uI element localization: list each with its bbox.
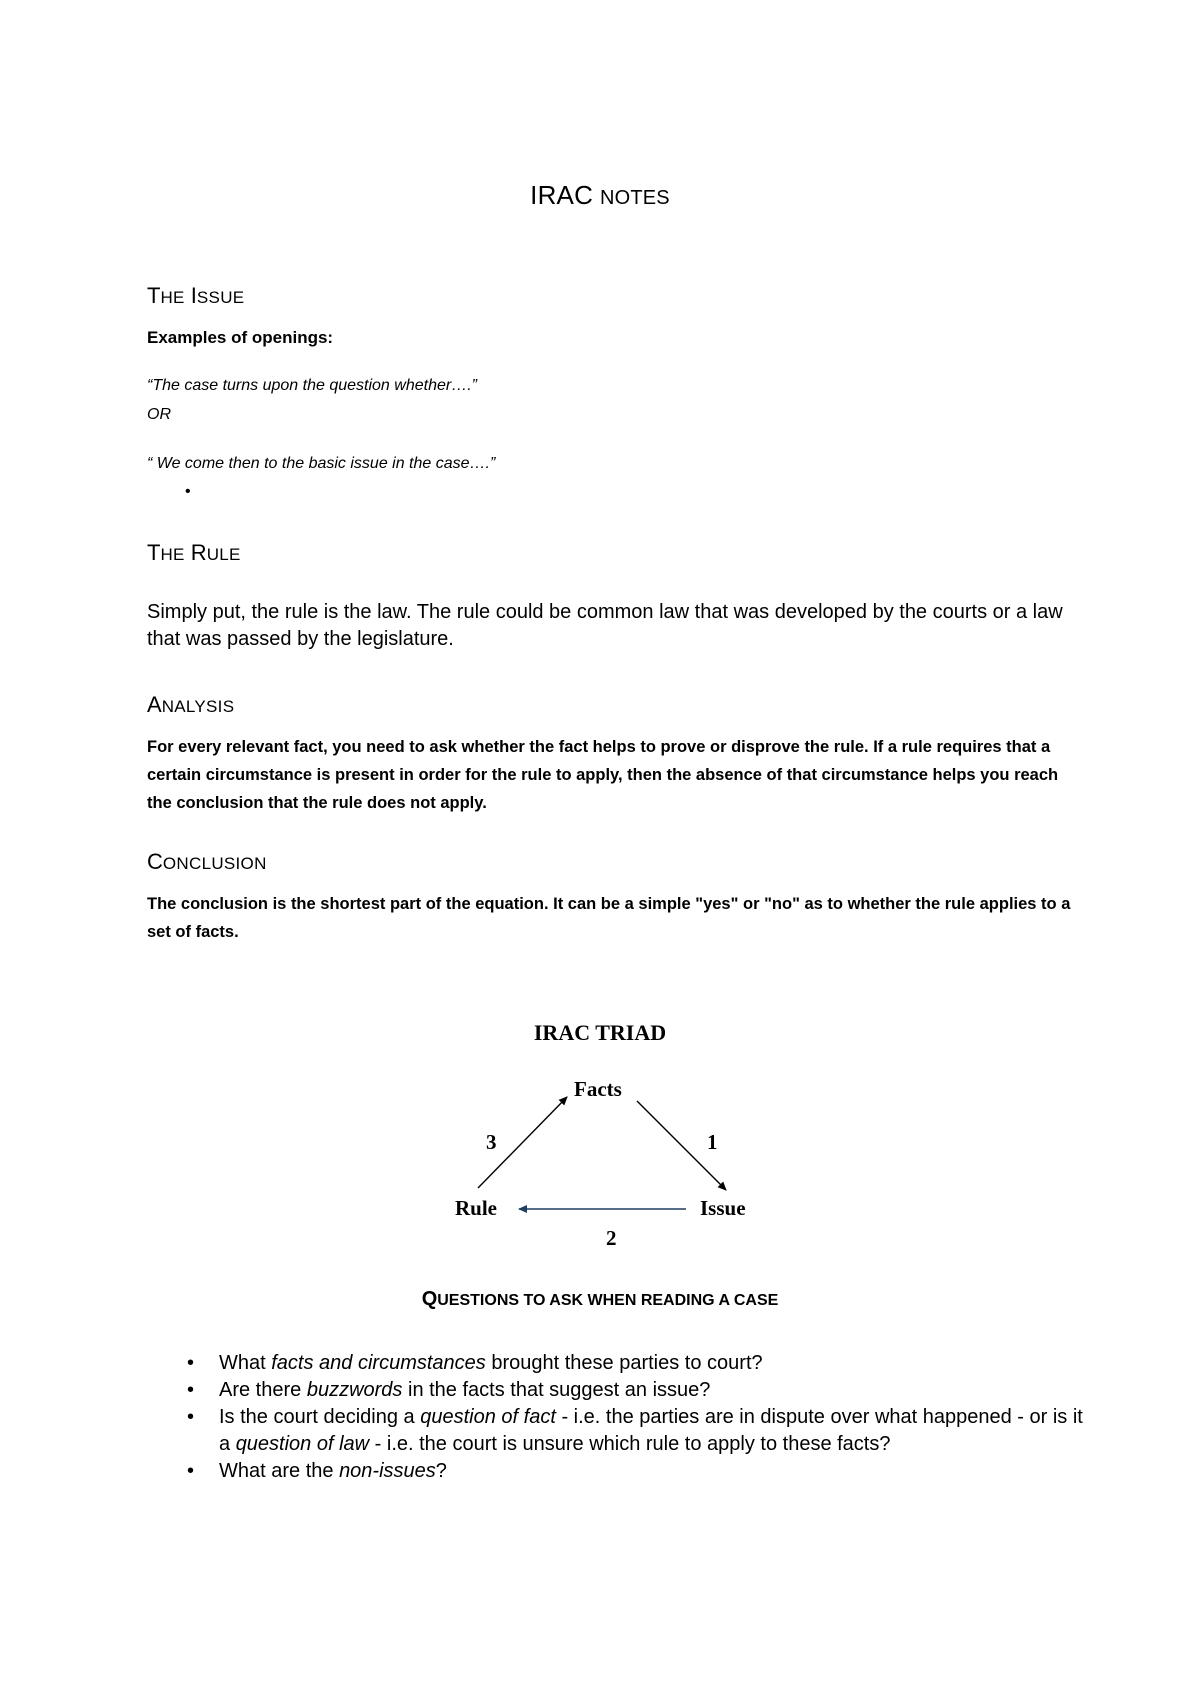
list-item: • Is the court deciding a question of fact - i.e. the parties are in dispute over what happened - or is it a question of law - i.e. the court is unsure which rule to apply to these facts?: [187, 1406, 1083, 1455]
title-first: IRAC: [530, 180, 594, 210]
examples-label: Examples of openings:: [147, 328, 334, 347]
triad-title: IRAC TRIAD: [533, 1020, 667, 1045]
arrow-label-1: 1: [707, 1130, 718, 1154]
empty-bullet: •: [185, 483, 191, 500]
node-facts: Facts: [574, 1077, 622, 1101]
bullet-dot: •: [187, 1379, 195, 1401]
rule-paragraph: Simply put, the rule is the law. The rule could be common law that was developed by the courts or a law that was passed by the legislature.: [147, 601, 1063, 650]
analysis-paragraph: For every relevant fact, you need to ask whether the fact helps to prove or disprove the rule. If a rule requires that a certain circumstance is present in order for the rule to apply, then the absence of that circumstance helps you reach the conclusion that the rule does not apply.: [147, 738, 1059, 812]
bullet-dot: •: [187, 1406, 195, 1428]
arrow-label-3: 3: [486, 1130, 497, 1154]
questions-list: [147, 1350, 1087, 1485]
title-rest: NOTES: [599, 187, 670, 209]
rule-heading: THE RULE: [147, 540, 241, 565]
bullet-dot: •: [187, 1352, 195, 1374]
node-rule: Rule: [455, 1196, 497, 1220]
conclusion-heading: CONCLUSION: [147, 849, 267, 874]
arrow-label-2: 2: [606, 1226, 617, 1250]
issue-heading: THE ISSUE: [147, 283, 245, 308]
issue-or: OR: [147, 406, 171, 423]
bullet-dot: •: [187, 1460, 195, 1482]
questions-heading: QUESTIONS TO ASK WHEN READING A CASE: [421, 1288, 779, 1310]
node-issue: Issue: [700, 1196, 746, 1220]
list-item: • What facts and circumstances brought these parties to court?: [147, 1350, 1087, 1377]
list-item: • What are the non-issues?: [147, 1458, 1087, 1485]
conclusion-paragraph: The conclusion is the shortest part of the equation. It can be a simple "yes" or "no" as to whether the rule applies to a set of facts.: [147, 895, 1071, 941]
analysis-heading: ANALYSIS: [147, 692, 235, 717]
issue-quote-2: “ We come then to the basic issue in the case….”: [147, 455, 496, 472]
issue-quote-1: “The case turns upon the question whether….”: [147, 377, 477, 394]
list-item: • Are there buzzwords in the facts that suggest an issue?: [147, 1377, 1087, 1404]
